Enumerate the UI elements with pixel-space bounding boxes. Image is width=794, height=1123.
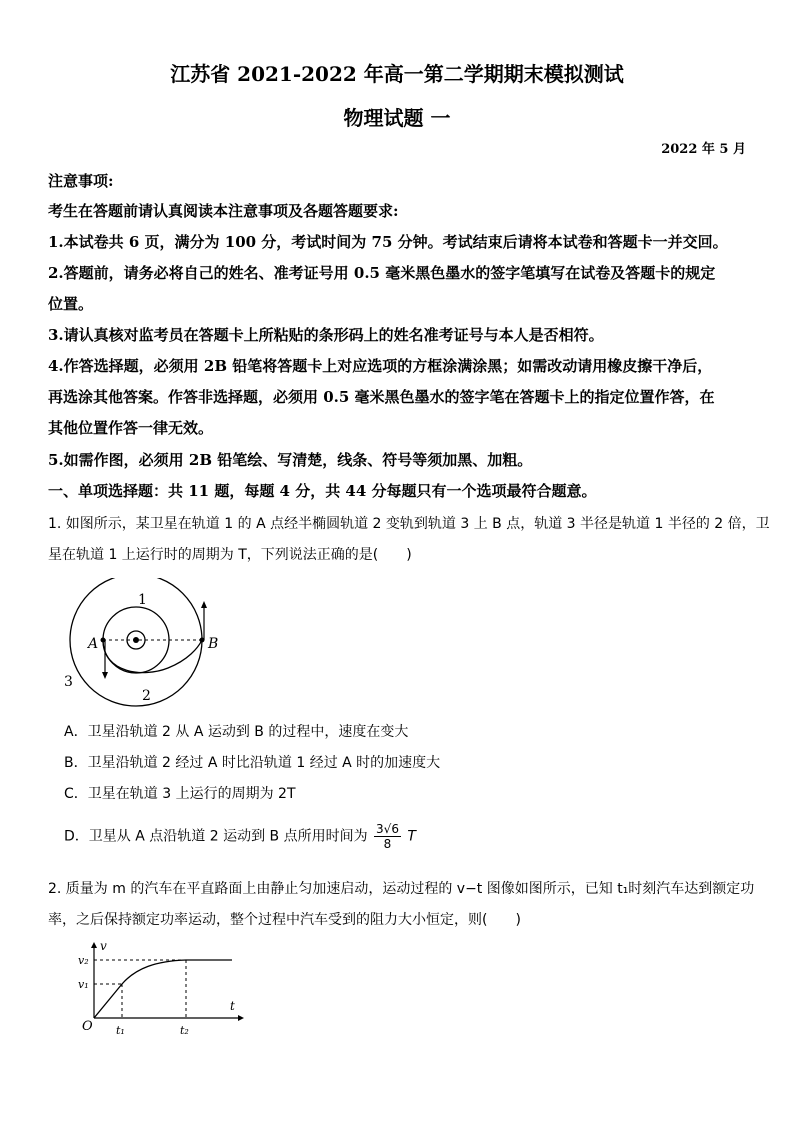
notice-item-1: 1.本试卷共 6 页，满分为 100 分，考试时间为 75 分钟。考试结束后请将本试卷和答题卡一并交回。 <box>48 233 728 251</box>
label-orbit-3: 3 <box>64 674 73 690</box>
question-1-text: 1. 如图所示，某卫星在轨道 1 的 A 点经半椭圆轨道 2 变轨到轨道 3 上 B 点，轨道 3 半径是轨道 1 半径的 2 倍，卫 <box>48 516 770 532</box>
arrowhead-a <box>102 672 108 679</box>
fraction-numerator: 3√6 <box>376 822 399 836</box>
section-heading: 一、单项选择题：共 11 题，每题 4 分，共 44 分每题只有一个选项最符合题意。 <box>48 482 597 500</box>
label-orbit-1: 1 <box>138 592 147 608</box>
label-b: B <box>208 636 219 652</box>
q1-option-d-suffix: T <box>407 828 416 845</box>
question-2-text-cont: 率，之后保持额定功率运动，整个过程中汽车受到的阻力大小恒定，则( ) <box>48 912 521 928</box>
label-t1: t₁ <box>116 1024 125 1036</box>
label-t: t <box>230 999 235 1013</box>
q1-option-a[interactable]: A．卫星沿轨道 2 从 A 运动到 B 的过程中，速度在变大 <box>64 724 409 740</box>
notice-heading: 注意事项: <box>48 172 114 190</box>
q1-option-c[interactable]: C．卫星在轨道 3 上运行的周期为 2T <box>64 786 296 802</box>
t-axis-arrow <box>238 1015 244 1021</box>
label-v1: v₁ <box>78 978 89 991</box>
label-origin: O <box>82 1019 93 1034</box>
label-orbit-2: 2 <box>142 688 151 704</box>
notice-item-4-cont: 再选涂其他答案。作答非选择题，必须用 0.5 毫米黑色墨水的签字笔在答题卡上的指定位置作答，在 <box>48 388 715 406</box>
question-2-text: 2. 质量为 m 的汽车在平直路面上由静止匀加速启动，运动过程的 v−t 图像如图所示，已知 t₁时刻汽车达到额定功 <box>48 881 755 897</box>
notice-item-4: 4.作答选择题，必须用 2B 铅笔将答题卡上对应选项的方框涂满涂黑；如需改动请用橡皮擦干净后， <box>48 357 713 375</box>
label-t2: t₂ <box>180 1024 189 1036</box>
exam-date: 2022 年 5 月 <box>661 142 746 157</box>
q1-option-d-text: D．卫星从 A 点沿轨道 2 运动到 B 点所用时间为 <box>64 828 368 845</box>
vt-graph <box>76 938 246 1036</box>
notice-item-2: 2.答题前，请务必将自己的姓名、准考证号用 0.5 毫米黑色墨水的签字笔填写在试卷及答题卡的规定 <box>48 264 716 282</box>
label-v2: v₂ <box>78 954 89 967</box>
label-a: A <box>88 636 99 652</box>
exam-subtitle: 物理试题 一 <box>343 106 451 130</box>
q1-option-b[interactable]: B．卫星沿轨道 2 经过 A 时比沿轨道 1 经过 A 时的加速度大 <box>64 755 441 771</box>
fraction-denominator: 8 <box>383 837 392 851</box>
vt-curve <box>94 960 232 1018</box>
orbit-diagram <box>58 578 228 708</box>
notice-intro: 考生在答题前请认真阅读本注意事项及各题答题要求: <box>48 202 399 220</box>
notice-item-2-cont: 位置。 <box>48 295 94 313</box>
exam-title: 江苏省 2021-2022 年高一第二学期期末模拟测试 <box>170 62 624 86</box>
notice-item-5: 5.如需作图，必须用 2B 铅笔绘、写清楚，线条、符号等须加黑、加粗。 <box>48 451 533 469</box>
v-axis-arrow <box>91 942 97 948</box>
notice-item-4-cont2: 其他位置作答一律无效。 <box>48 419 214 437</box>
arrowhead-b <box>201 601 207 608</box>
question-1-text-cont: 星在轨道 1 上运行时的周期为 T，下列说法正确的是( ) <box>48 547 412 563</box>
fraction <box>374 822 401 851</box>
q1-option-d[interactable] <box>64 822 416 851</box>
label-v: v <box>100 939 107 953</box>
notice-item-3: 3.请认真核对监考员在答题卡上所粘贴的条形码上的姓名准考证号与本人是否相符。 <box>48 326 604 344</box>
